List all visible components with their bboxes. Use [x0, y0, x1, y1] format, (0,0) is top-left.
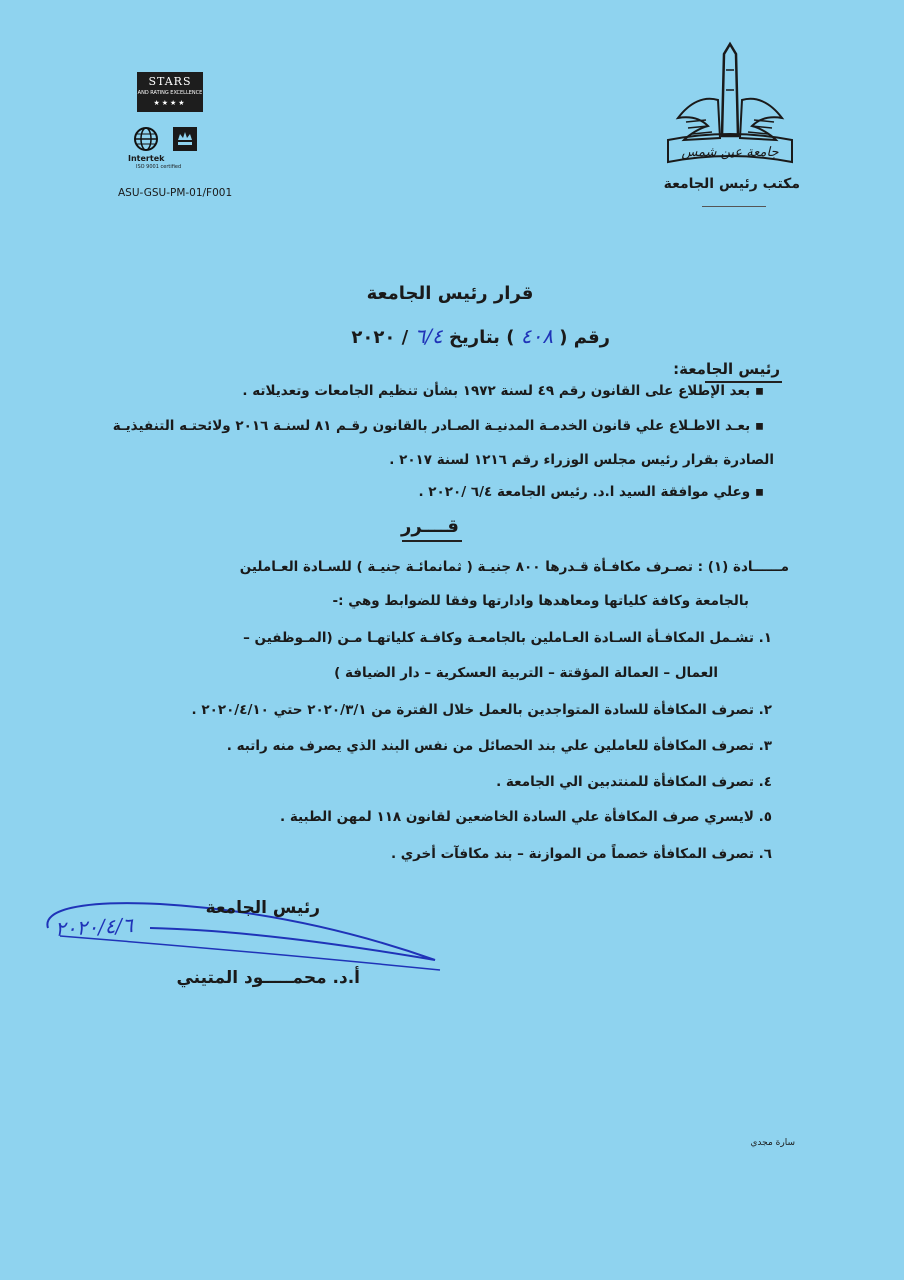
preamble-line: الصادرة بقرار رئيس مجلس الوزراء رقم ١٢١٦ لسنة ٢٠١٧ .	[389, 452, 774, 468]
stars-rating: ★★★★	[153, 99, 187, 107]
university-crest-icon	[660, 40, 800, 170]
stars-logo-text: STARS	[148, 75, 192, 88]
crest-university-name: جامعة عين شمس	[681, 145, 779, 160]
typist-initials: سارة مجدي	[750, 1138, 795, 1148]
preamble-line: ▪ وعلي موافقة السيد ا.د. رئيس الجامعة ٦/٤ /٢٠٢٠ .	[418, 484, 764, 500]
condition-item: ٦. تصرف المكافأة خصماً من الموازنة – بند مكافآت أخري .	[390, 846, 772, 862]
decree-underline	[402, 540, 462, 542]
decision-title: قرار رئيس الجامعة	[366, 283, 534, 304]
iso-label: ISO 9001 certified	[136, 164, 182, 170]
stars-logo-subtext: AND RATING EXCELLENCE	[137, 90, 203, 96]
ukas-crown-icon	[172, 126, 198, 152]
decision-date-handwritten: ٦/٤	[414, 324, 443, 348]
office-underline	[702, 206, 766, 207]
condition-item: ٢. تصرف المكافأة للسادة المتواجدين بالعمل خلال الفترة من ٢٠٢٠/٣/١ حتي ٢٠٢٠/٤/١٠ .	[191, 702, 772, 718]
preamble-line: ▪ بعد الإطلاع على القانون رقم ٤٩ لسنة ١٩٧٢ بشأن تنظيم الجامعات وتعديلاته .	[242, 383, 764, 399]
condition-item: ١. تشـمل المكافـأة السـادة العـاملين بالجامعـة وكافـة كلياتهـا مـن (المـوظفين –	[243, 630, 772, 646]
office-name: مكتب رئيس الجامعة	[663, 176, 800, 192]
article-line: بالجامعة وكافة كلياتها ومعاهدها وادارتها وفقا للضوابط وهي :-	[332, 593, 749, 609]
signature-name: أ.د. محمـــــود المتيني	[176, 968, 360, 988]
signature-title: رئيس الجامعة	[205, 898, 320, 918]
condition-item: ٤. تصرف المكافأة للمنتدبين الي الجامعة .	[496, 774, 772, 790]
globe-icon	[133, 126, 159, 152]
decision-number: ٤٠٨	[520, 324, 553, 348]
decree-heading: قــــرر	[401, 516, 459, 537]
decision-date-year: / ٢٠٢٠	[351, 327, 409, 348]
president-heading: رئيس الجامعة:	[673, 360, 780, 378]
condition-item: العمال – العمالة المؤقتة – التربية العسكرية – دار الضيافة )	[334, 665, 718, 681]
stars-logo	[137, 72, 203, 112]
intertek-label: Intertek	[128, 154, 165, 163]
document-reference: ASU-GSU-PM-01/F001	[118, 187, 233, 199]
condition-item: ٣. تصرف المكافأة للعاملين علي بند الحصائل من نفس البند الذي يصرف منه راتبه .	[226, 738, 772, 754]
number-prefix: رقم (	[559, 327, 610, 348]
condition-item: ٥. لايسري صرف المكافأة علي السادة الخاضعين لقانون ١١٨ لمهن الطبية .	[279, 809, 772, 825]
article-line: مــــــادة (١) : تصـرف مكافـأة قـدرها ٨٠٠ جنيـة ( ثمانمائـة جنيـة ) للسـادة العـاملين	[239, 559, 789, 575]
number-suffix: ) بتاريخ	[448, 327, 515, 348]
decision-number-line	[240, 324, 610, 348]
preamble-line: ▪ بعـد الاطـلاع علي قانون الخدمـة المدنيـة الصـادر بالقانون رقـم ٨١ لسنـة ٢٠١٦ ولائحتـه التنفيذيـة	[112, 418, 764, 434]
signature-handwritten-date: ٢٠٢٠/٤/٦	[54, 912, 134, 942]
